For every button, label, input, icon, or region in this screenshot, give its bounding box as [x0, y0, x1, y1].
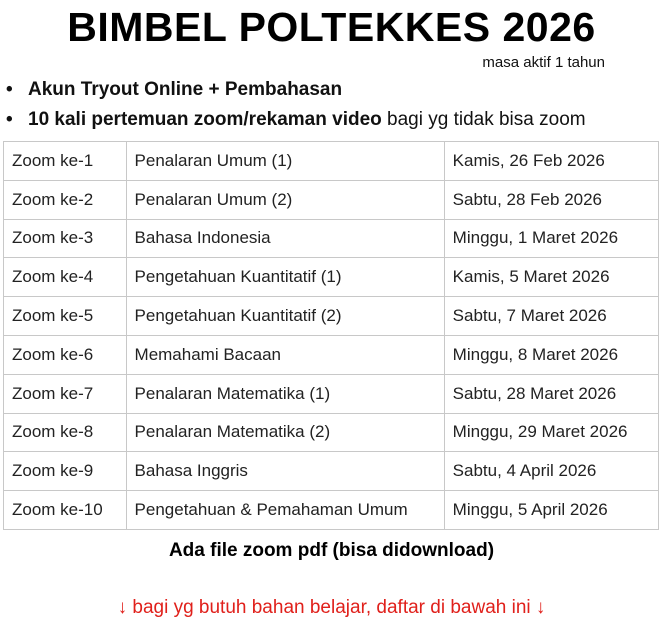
bullet-icon: • — [6, 79, 13, 100]
schedule-table — [3, 141, 659, 530]
date-cell: Minggu, 8 Maret 2026 — [444, 335, 658, 374]
date-cell: Sabtu, 7 Maret 2026 — [444, 297, 658, 336]
topic-cell: Penalaran Umum (1) — [126, 142, 444, 181]
feature-item — [6, 76, 663, 106]
topic-cell: Pengetahuan & Pemahaman Umum — [126, 491, 444, 530]
feature-bold-text: Akun Tryout Online + Pembahasan — [28, 79, 343, 100]
date-cell: Minggu, 5 April 2026 — [444, 491, 658, 530]
table-row — [4, 413, 659, 452]
table-row — [4, 297, 659, 336]
session-cell: Zoom ke-2 — [4, 180, 127, 219]
table-row — [4, 180, 659, 219]
table-row — [4, 219, 659, 258]
date-cell: Kamis, 5 Maret 2026 — [444, 258, 658, 297]
date-cell: Minggu, 1 Maret 2026 — [444, 219, 658, 258]
session-cell: Zoom ke-6 — [4, 335, 127, 374]
date-cell: Kamis, 26 Feb 2026 — [444, 142, 658, 181]
session-cell: Zoom ke-10 — [4, 491, 127, 530]
topic-cell: Penalaran Matematika (2) — [126, 413, 444, 452]
table-row — [4, 142, 659, 181]
page-title: BIMBEL POLTEKKES 2026 — [67, 4, 596, 50]
date-cell: Minggu, 29 Maret 2026 — [444, 413, 658, 452]
feature-rest-text: bagi yg tidak bisa zoom — [381, 109, 586, 130]
feature-list — [6, 76, 663, 136]
feature-bold-text: 10 kali pertemuan zoom/rekaman video — [28, 109, 382, 130]
table-row — [4, 335, 659, 374]
feature-item — [6, 106, 663, 136]
session-cell: Zoom ke-5 — [4, 297, 127, 336]
registration-callout: ↓ bagi yg butuh bahan belajar, daftar di bawah ini ↓ — [117, 597, 546, 618]
session-cell: Zoom ke-1 — [4, 142, 127, 181]
topic-cell: Penalaran Matematika (1) — [126, 374, 444, 413]
table-row — [4, 491, 659, 530]
topic-cell: Penalaran Umum (2) — [126, 180, 444, 219]
validity-note: masa aktif 1 tahun — [482, 54, 605, 71]
topic-cell: Pengetahuan Kuantitatif (2) — [126, 297, 444, 336]
topic-cell: Pengetahuan Kuantitatif (1) — [126, 258, 444, 297]
topic-cell: Memahami Bacaan — [126, 335, 444, 374]
date-cell: Sabtu, 4 April 2026 — [444, 452, 658, 491]
date-cell: Sabtu, 28 Feb 2026 — [444, 180, 658, 219]
topic-cell: Bahasa Inggris — [126, 452, 444, 491]
date-cell: Sabtu, 28 Maret 2026 — [444, 374, 658, 413]
table-row — [4, 452, 659, 491]
session-cell: Zoom ke-9 — [4, 452, 127, 491]
table-row — [4, 258, 659, 297]
session-cell: Zoom ke-3 — [4, 219, 127, 258]
table-row — [4, 374, 659, 413]
session-cell: Zoom ke-8 — [4, 413, 127, 452]
pdf-download-note: Ada file zoom pdf (bisa didownload) — [168, 540, 495, 561]
bullet-icon: • — [6, 109, 13, 130]
session-cell: Zoom ke-4 — [4, 258, 127, 297]
session-cell: Zoom ke-7 — [4, 374, 127, 413]
topic-cell: Bahasa Indonesia — [126, 219, 444, 258]
